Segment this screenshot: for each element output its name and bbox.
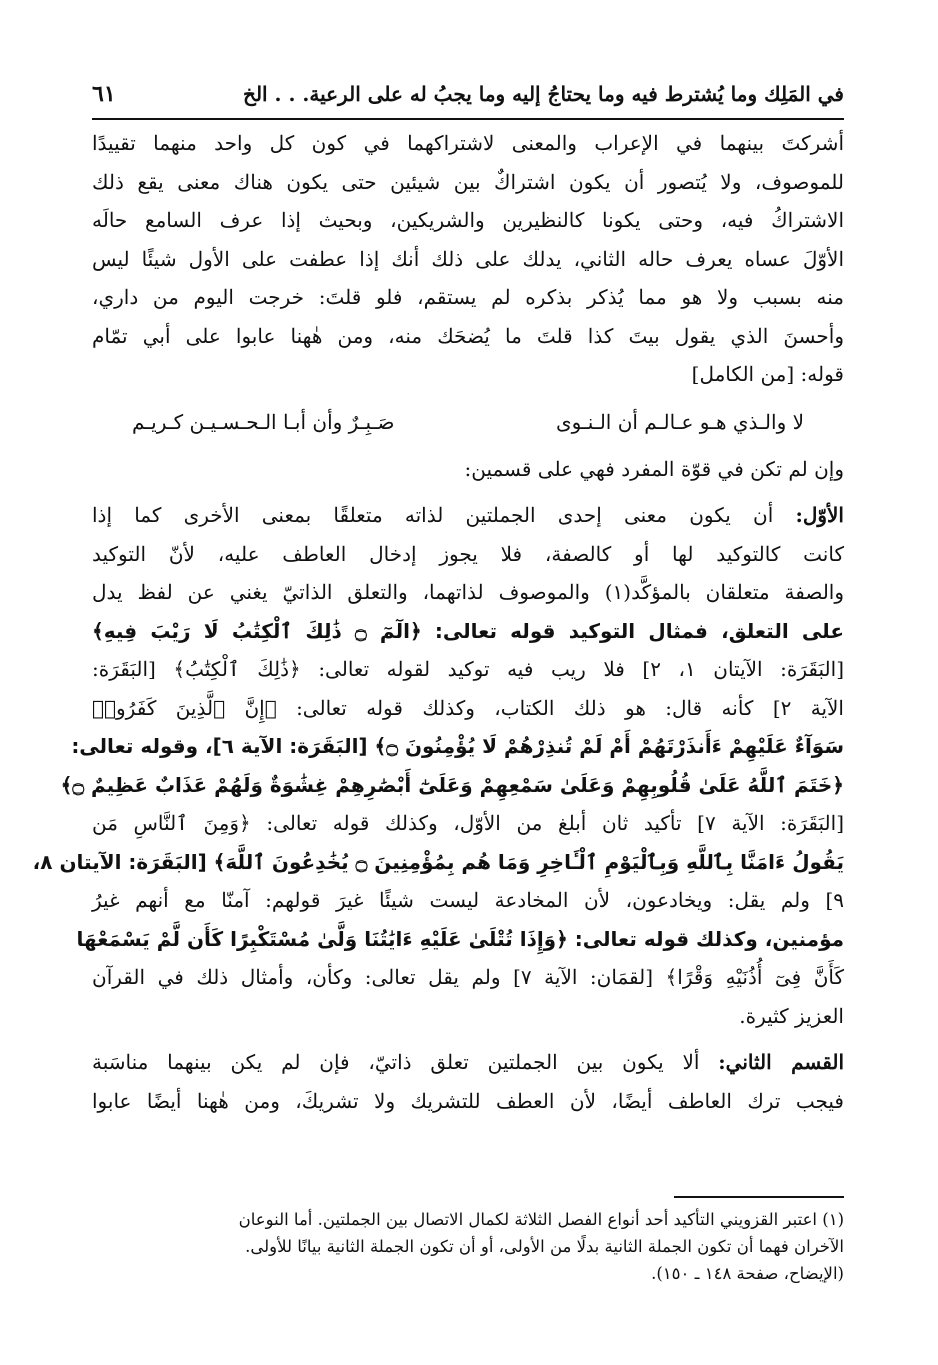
footnote-line: (١) اعتبر القزويني التأكيد أحد أنواع الفصل الثلاثة لكمال الاتصال بين الجملتين. أما النوعان (238, 1210, 844, 1229)
text-line: يَقُولُ ءَامَنَّا بِٱللَّهِ وَبِٱلْيَوْمِ ٱلْـَٔاخِرِ وَمَا هُم بِمُؤْمِنِينَ ۝ يُخَٰدِعُونَ ٱللَّهَ﴾ [البَقَرَة: الآيتان ٨، (32, 849, 844, 874)
text-line: مؤمنين، وكذلك قوله تعالى: ﴿وَإِذَا تُتْلَىٰ عَلَيْهِ ءَايَٰتُنَا وَلَّىٰ مُسْتَكْبِرًا كَأَن لَّمْ يَسْمَعْهَا (76, 926, 844, 951)
running-header (92, 74, 844, 114)
section-first-line (92, 1043, 844, 1082)
text-line: العزيز كثيرة. (739, 1003, 844, 1028)
text-line: الآية ٢] كأنه قال: هو ذلك الكتاب، وكذلك قوله تعالى: ﴿إِنَّ ٱلَّذِينَ كَفَرُوا۟ (92, 695, 844, 720)
text-line: ٩] ولم يقل: ويخادعون، لأن المخادعة ليست شيئًا غيرَ قولهم: آمنّا مع أنهم غيرُ (92, 888, 844, 912)
header-rule (92, 118, 844, 120)
text-line: قوله: [من الكامل] (691, 362, 844, 386)
footnote-rule (674, 1196, 844, 1198)
text-line: الاشتراكُ فيه، وحتى يكونا كالنظيرين والشريكين، وبحيث إذا عرف السامع حالَه (92, 208, 844, 232)
section-first-line (92, 496, 844, 535)
footnote-line: (الإيضاح، صفحة ١٤٨ ـ ١٥٠). (651, 1264, 844, 1283)
text-line: [البَقَرَة: الآية ٧] تأكيد ثان أبلغ من الأوّل، وكذلك قوله تعالى: ﴿وَمِنَ ٱلنَّاسِ مَن (92, 811, 845, 835)
text-line: منه بسبب ولا هو مما يُذكر بذكره لم يستقم، فلو قلتَ: خرجت اليوم من داري، (92, 285, 844, 309)
footnote (92, 1206, 844, 1287)
poem-verse (92, 402, 844, 442)
section-text: ألا يكون بين الجملتين تعلق ذاتيّ، فإن لم يكن بينهما مناسَبة (92, 1050, 700, 1074)
footnote-line: الآخران فهما أن تكون الجملة الثانية بدلًا من الأولى، أو أن تكون الجملة الثانية بيانًا للأولى. (245, 1237, 844, 1256)
text-line: على التعلق، فمثال التوكيد قوله تعالى: ﴿الٓمٓ ۝ ذَٰلِكَ ٱلْكِتَٰبُ لَا رَيْبَ فِيهِ﴾ (92, 618, 844, 643)
section-text: أن يكون معنى إحدى الجملتين لذاته متعلقًا بمعنى الأخرى كما إذا (92, 503, 774, 527)
text-line: سَوَآءٌ عَلَيْهِمْ ءَأَنذَرْتَهُمْ أَمْ لَمْ تُنذِرْهُمْ لَا يُؤْمِنُونَ ۝﴾ [البَقَرَة: الآية ٦]، وقوله تعالى: (71, 734, 844, 758)
text-line: فيجب ترك العاطف أيضًا، لأن العطف للتشريك ولا تشريكَ، ومن هٰهنا أيضًا عابوا (92, 1088, 844, 1113)
text-line: والصفة متعلقان بالمؤكَّد(١) والموصوف لذاتهما، والتعلق الذاتيّ يغني عن لفظ يدل (92, 580, 845, 604)
section-label: القسم الثاني: (718, 1050, 845, 1074)
text-line: للموصوف، ولا يُتصور أن يكون اشتراكٌ بين شيئين حتى يكون هناك معنى يقع ذلك (92, 169, 844, 194)
text-line: كَأَنَّ فِىٓ أُذُنَيْهِ وَقْرًا﴾ [لقمَان: الآية ٧] ولم يقل تعالى: وكأن، وأمثال ذلك في القرآن (92, 965, 844, 989)
text-line: وأحسنَ الذي يقول بيتَ كذا قلتَ ما يُضحَك منه، ومن هٰهنا عابوا على أبي تمّام (92, 323, 844, 348)
text-line: ﴿خَتَمَ ٱللَّهُ عَلَىٰ قُلُوبِهِمْ وَعَلَىٰ سَمْعِهِمْ وَعَلَىٰٓ أَبْصَٰرِهِمْ غِشَٰوَةٌ وَلَهُمْ عَذَابٌ عَظِيمٌ ۝﴾ (60, 772, 844, 797)
main-text (32, 124, 845, 1120)
verse-first-hemistich: لا والـذي هـو عـالـم أن الـنـوى (555, 409, 804, 434)
text-line: أشركتَ بينهما في الإعراب والمعنى لاشتراكهما في كون كل واحد منهما تقييدًا (92, 131, 844, 155)
text-line: وإن لم تكن في قوّة المفرد فهي على قسمين: (464, 456, 844, 481)
verse-second-hemistich: صَـبِـرٌ وأن أبـا الـحـسـيـن كـريـم (132, 409, 395, 434)
text-line: كانت كالتوكيد لها أو كالصفة، فلا يجوز إدخال العاطف عليه، لأنّ التوكيد (92, 541, 844, 566)
running-title: في المَلِك وما يُشترط فيه وما يحتاجُ إليه وما يجبُ له على الرعية. . . الخ (243, 82, 844, 106)
section-label: الأوّل: (795, 503, 844, 527)
page-number: ٦١ (92, 81, 116, 107)
text-line: الأوّلَ عساه يعرف حاله الثاني، يدلك على ذلك أنك إذا عطفت على الأول شيئًا ليس (92, 246, 844, 271)
text-line: [البَقَرَة: الآيتان ١، ٢] فلا ريب فيه توكيد لقوله تعالى: ﴿ذَٰلِكَ ٱلْكِتَٰبُ﴾ [البَقَرَة: (92, 657, 845, 681)
